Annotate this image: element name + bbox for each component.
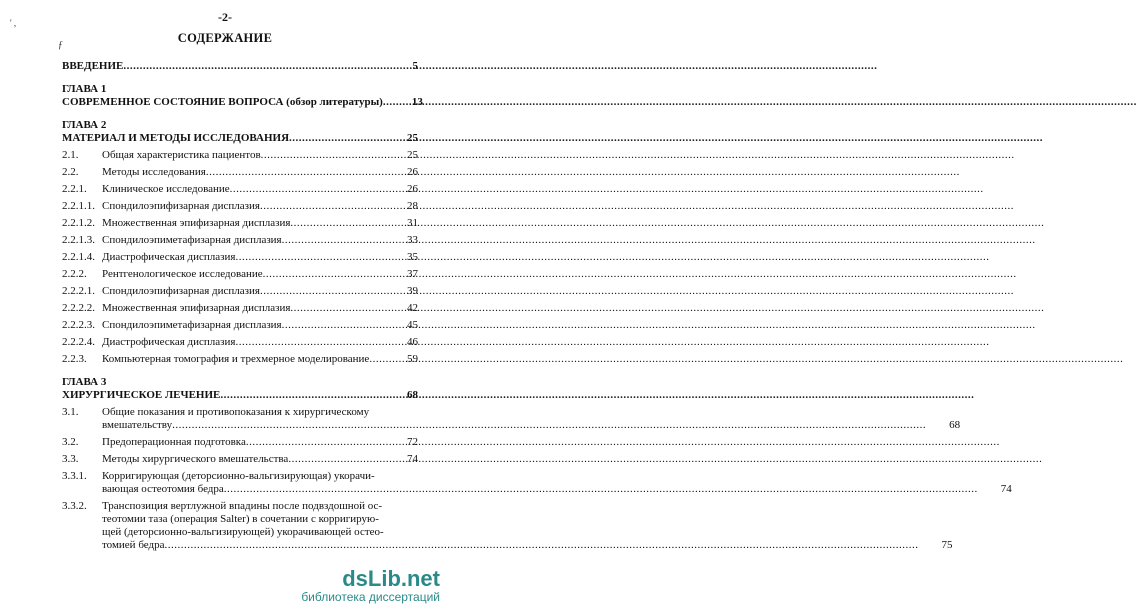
toc-entry — [62, 470, 1012, 496]
leader-dots — [261, 149, 384, 162]
toc-row — [62, 183, 418, 196]
toc-page-ref: 42 — [407, 302, 418, 314]
toc-entry — [62, 200, 418, 213]
toc-row — [62, 149, 418, 162]
chapter-heading: ГЛАВА 1 — [62, 83, 107, 95]
toc-number: 2.2.1. — [62, 183, 87, 195]
toc-entry — [62, 436, 418, 449]
toc-page-ref: 25 — [407, 149, 418, 161]
leader-dots — [246, 436, 384, 449]
leader-dots — [282, 234, 384, 247]
toc-page-ref: 39 — [407, 285, 418, 297]
toc-row — [62, 96, 423, 109]
toc-text: Множественная эпифизарная дисплазия — [102, 217, 291, 229]
toc-text: вмешательству — [102, 419, 173, 431]
leader-dots — [290, 302, 384, 315]
toc-page-ref: 26 — [407, 166, 418, 178]
toc-text: Компьютерная томография и трехмерное моделирование — [102, 353, 370, 365]
toc-page-ref: 35 — [407, 251, 418, 263]
leader-dots — [224, 483, 978, 496]
toc-text: Методы хирургического вмешательства — [102, 453, 289, 465]
leader-dots — [260, 200, 384, 213]
leader-dots — [282, 319, 384, 332]
toc-entry — [62, 302, 418, 315]
toc-page-ref: 25 — [407, 132, 418, 144]
toc-text: Диастрофическая дисплазия — [102, 251, 236, 263]
leader-dots — [290, 217, 384, 230]
margin-mark-left: ƒ — [58, 40, 63, 51]
leader-dots — [260, 285, 384, 298]
toc-page-ref: 74 — [1000, 483, 1012, 495]
toc-row — [62, 470, 1012, 496]
toc-page-ref: 33 — [407, 234, 418, 246]
toc-text: Рентгенологическое исследование — [102, 268, 263, 280]
toc-entry — [62, 376, 418, 402]
chapter-heading: ГЛАВА 3 — [62, 376, 107, 388]
toc-row — [62, 302, 418, 315]
toc-text: Множественная эпифизарная дисплазия — [102, 302, 291, 314]
watermark-subtitle: библиотека диссертаций — [301, 590, 440, 604]
toc-entry — [62, 149, 418, 162]
leader-dots — [230, 183, 384, 196]
toc-text-line: Транспозиция вертлужной впадины после подвздошной ос- — [102, 500, 383, 512]
toc-number: 2.2.1.3. — [62, 234, 95, 246]
leader-dots — [369, 353, 384, 366]
toc-text: Спондилоэпифизарная дисплазия — [102, 200, 260, 212]
toc-number: 2.2.2. — [62, 268, 87, 280]
toc-row — [62, 166, 418, 179]
toc-number: 3.3. — [62, 453, 79, 465]
toc-row — [62, 268, 418, 281]
watermark-logo[interactable]: dsLib.net — [342, 566, 440, 591]
toc-entry — [62, 453, 418, 466]
leader-dots — [289, 132, 384, 145]
toc-row — [62, 60, 418, 73]
toc-row — [62, 251, 418, 264]
toc-entry — [62, 406, 961, 432]
toc-page-ref: 31 — [407, 217, 418, 229]
toc-text: Общая характеристика пациентов — [102, 149, 261, 161]
toc-row — [62, 453, 418, 466]
toc-row — [62, 500, 953, 552]
toc-entry — [62, 319, 418, 332]
toc-number: 3.1. — [62, 406, 79, 418]
toc-number: 2.2.2.4. — [62, 336, 95, 348]
toc-row — [62, 319, 418, 332]
toc-text: Методы исследования — [102, 166, 206, 178]
toc-number: 2.2.1.1. — [62, 200, 95, 212]
toc-entry — [62, 353, 418, 366]
toc-number: 2.2.3. — [62, 353, 87, 365]
leader-dots — [172, 419, 926, 432]
toc-text: Спондилоэпиметафизарная дисплазия — [102, 319, 282, 331]
toc-entry — [62, 500, 953, 552]
toc-number: 2.2.1.2. — [62, 217, 95, 229]
chapter-heading: ГЛАВА 2 — [62, 119, 107, 131]
toc-entry — [62, 336, 418, 349]
margin-mark-top: ' , — [10, 18, 17, 28]
toc-entry — [62, 234, 418, 247]
toc-number: 2.2.1.4. — [62, 251, 95, 263]
toc-text-line — [102, 419, 960, 432]
toc-entry — [62, 183, 418, 196]
toc-page-ref: 28 — [407, 200, 418, 212]
toc-text: ХИРУРГИЧЕСКОЕ ЛЕЧЕНИЕ — [62, 389, 221, 401]
toc-row — [62, 132, 418, 145]
toc-row — [62, 389, 418, 402]
watermark — [301, 566, 440, 604]
toc-entry — [62, 217, 418, 230]
toc-text: Диастрофическая дисплазия — [102, 336, 236, 348]
toc-text-block — [102, 500, 953, 552]
toc-text: Клиническое исследование — [102, 183, 230, 195]
toc-text-block — [102, 406, 960, 432]
toc-number: 2.2. — [62, 166, 79, 178]
toc-text: Спондилоэпифизарная дисплазия — [102, 285, 260, 297]
toc-text: томией бедра — [102, 539, 165, 551]
page-title: СОДЕРЖАНИЕ — [177, 31, 273, 45]
toc-row — [62, 217, 418, 230]
toc-entry — [62, 251, 418, 264]
toc-row — [62, 200, 418, 213]
toc-number: 2.1. — [62, 149, 79, 161]
page-number: -2- — [218, 10, 232, 24]
toc-page-ref: 13 — [411, 96, 423, 108]
toc-text-line: теотомии таза (операция Salter) в сочетании с корригирую- — [102, 513, 379, 525]
toc-text: Спондилоэпиметафизарная дисплазия — [102, 234, 282, 246]
toc-page-ref: 37 — [407, 268, 418, 280]
leader-dots — [263, 268, 384, 281]
toc-text: СОВРЕМЕННОЕ СОСТОЯНИЕ ВОПРОСА (обзор литературы) — [62, 96, 383, 108]
toc-number: 2.2.2.2. — [62, 302, 95, 314]
toc-page-ref: 26 — [407, 183, 418, 195]
toc-entry — [62, 60, 418, 73]
toc-text-line: Корригирующая (деторсионно-вальгизирующая) укорачи- — [102, 470, 375, 482]
toc-page-ref: 59 — [407, 353, 418, 365]
toc-number: 3.3.1. — [62, 470, 87, 482]
toc-text-line: Общие показания и противопоказания к хирургическому — [102, 406, 370, 418]
toc-number: 2.2.2.1. — [62, 285, 95, 297]
toc-page-ref: 75 — [941, 539, 953, 551]
toc-row — [62, 336, 418, 349]
leader-dots — [220, 389, 384, 402]
toc-page-ref: 5 — [412, 60, 418, 72]
leader-dots — [123, 60, 384, 73]
toc-page-ref: 72 — [407, 436, 418, 448]
toc-page-ref: 45 — [407, 319, 418, 331]
toc-page-ref: 68 — [949, 419, 961, 431]
leader-dots — [235, 336, 384, 349]
toc-row — [62, 406, 961, 432]
leader-dots — [165, 539, 919, 552]
table-of-contents — [62, 60, 1012, 552]
toc-page-ref: 74 — [407, 453, 418, 465]
toc-number: 3.2. — [62, 436, 79, 448]
toc-entry — [62, 83, 423, 109]
toc-page-ref: 68 — [407, 389, 418, 401]
toc-entry — [62, 268, 418, 281]
toc-number: 3.3.2. — [62, 500, 87, 512]
toc-text: ВВЕДЕНИЕ — [62, 60, 124, 72]
toc-page-ref: 46 — [407, 336, 418, 348]
toc-text-line — [102, 539, 953, 552]
leader-dots — [288, 453, 384, 466]
toc-row — [62, 285, 418, 298]
toc-entry — [62, 285, 418, 298]
toc-entry — [62, 166, 418, 179]
toc-entry — [62, 119, 418, 145]
toc-text-line: щей (деторсионно-вальгизирующей) укорачивающей остео- — [102, 526, 384, 538]
toc-text-block — [102, 470, 1012, 496]
leader-dots — [235, 251, 384, 264]
toc-text-line — [102, 483, 1012, 496]
toc-row — [62, 436, 418, 449]
toc-row — [62, 234, 418, 247]
toc-text: МАТЕРИАЛ И МЕТОДЫ ИССЛЕДОВАНИЯ — [62, 132, 290, 144]
leader-dots — [206, 166, 384, 179]
toc-text: вающая остеотомия бедра — [102, 483, 224, 495]
toc-text: Предоперационная подготовка — [102, 436, 246, 448]
toc-row — [62, 353, 418, 366]
toc-number: 2.2.2.3. — [62, 319, 95, 331]
